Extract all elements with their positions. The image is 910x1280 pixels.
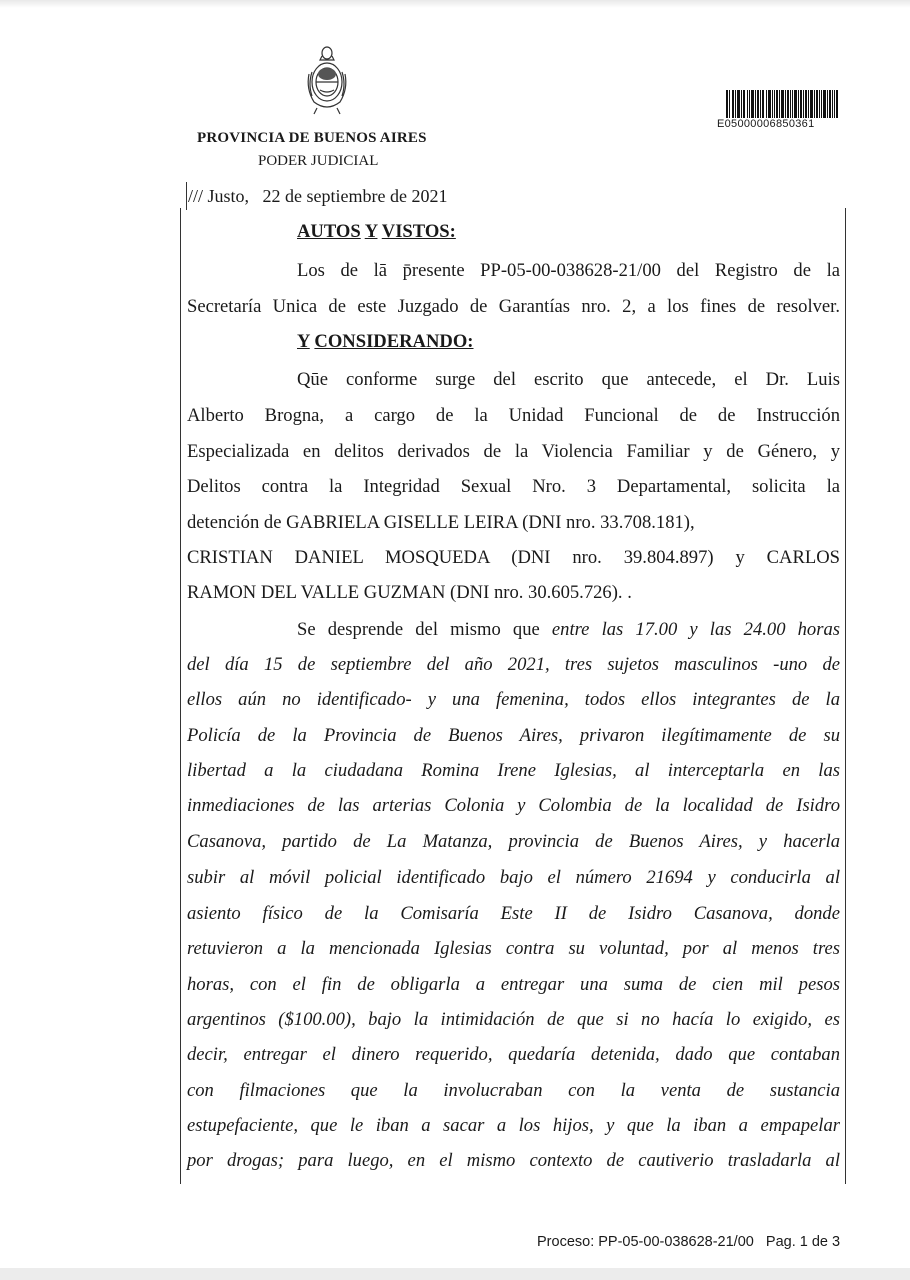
paragraph2-line: detención de GABRIELA GISELLE LEIRA (DNI nro. 33.708.181),: [187, 512, 695, 533]
paragraph3-first-line: [297, 618, 840, 641]
heading-word: AUTOS: [297, 221, 361, 242]
heading-word: Y: [364, 221, 378, 242]
paragraph3-line: subir al móvil policial identificado bajo el número 21694 y conducirla al: [187, 867, 840, 888]
paragraph1-line: Secretaría Unica de este Juzgado de Garantías nro. 2, a los fines de resolver.: [187, 296, 840, 317]
margin-line-right: [845, 208, 846, 1184]
paragraph3-line: Casanova, partido de La Matanza, provincia de Buenos Aires, y hacerla: [187, 831, 840, 852]
paragraph3-lead-italic: entre las 17.00 y las 24.00 horas: [551, 619, 840, 640]
paragraph3-line: horas, con el fin de obligarla a entregar una suma de cien mil pesos: [187, 974, 840, 995]
paragraph3-line: ellos aún no identificado- y una femenina, todos ellos integrantes de la: [187, 689, 840, 710]
heading-word: VISTOS:: [381, 221, 456, 242]
paragraph3-line: argentinos ($100.00), bajo la intimidación de que si no hacía lo exigido, es: [187, 1009, 840, 1030]
paragraph2-line: Qūe conforme surge del escrito que antecede, el Dr. Luis: [297, 369, 840, 390]
paragraph2-line: RAMON DEL VALLE GUZMAN (DNI nro. 30.605.726). .: [187, 582, 632, 603]
paragraph2-line: Alberto Brogna, a cargo de la Unidad Funcional de de Instrucción: [187, 405, 840, 426]
margin-line-left: [180, 208, 181, 1184]
heading-word: Y: [297, 331, 310, 352]
heading-considerando: [297, 331, 474, 353]
paragraph2-line: Delitos contra la Integridad Sexual Nro. 3 Departamental, solicita la: [187, 476, 840, 497]
paragraph3-line: libertad a la ciudadana Romina Irene Iglesias, al interceptarla en las: [187, 760, 840, 781]
margin-line-top: [186, 182, 187, 210]
paragraph3-line: con filmaciones que la involucraban con la venta de sustancia: [187, 1080, 840, 1101]
province-heading: PROVINCIA DE BUENOS AIRES: [197, 130, 427, 146]
heading-word: CONSIDERANDO:: [314, 331, 474, 352]
paragraph3-line: Policía de la Provincia de Buenos Aires, privaron ilegítimamente de su: [187, 725, 840, 746]
paragraph1-line: Los de lā p̄resente PP-05-00-038628-21/00 del Registro de la: [297, 260, 840, 281]
paragraph3-line: estupefaciente, que le iban a sacar a los hijos, y que la iban a empapelar: [187, 1115, 840, 1136]
paragraph3-line: asiento físico de la Comisaría Este II de Isidro Casanova, donde: [187, 903, 840, 924]
paragraph2-line: Especializada en delitos derivados de la Violencia Familiar y de Género, y: [187, 441, 840, 462]
paragraph3-line: inmediaciones de las arterias Colonia y Colombia de la localidad de Isidro: [187, 795, 840, 816]
paragraph3-line: retuvieron a la mencionada Iglesias contra su voluntad, por al menos tres: [187, 938, 840, 959]
bottom-edge-shadow: [0, 1268, 910, 1280]
paragraph3-line: decir, entregar el dinero requerido, quedaría detenida, dado que contaban: [187, 1044, 840, 1065]
paragraph3-lead: Se desprende del mismo que: [297, 619, 552, 640]
page-footer: Proceso: PP-05-00-038628-21/00 Pag. 1 de 3: [537, 1234, 841, 1250]
barcode-icon: [726, 90, 838, 118]
top-edge-shadow: [0, 0, 910, 8]
barcode-number: E05000006850361: [717, 118, 815, 130]
branch-heading: PODER JUDICIAL: [258, 153, 379, 169]
dateline: /// Justo, 22 de septiembre de 2021: [188, 186, 448, 206]
paragraph3-line: del día 15 de septiembre del año 2021, tres sujetos masculinos -uno de: [187, 654, 840, 675]
paragraph3-line: por drogas; para luego, en el mismo contexto de cautiverio trasladarla al: [187, 1150, 840, 1171]
heading-autos-y-vistos: [297, 221, 456, 243]
coat-of-arms-icon: [302, 44, 352, 116]
paragraph2-line: CRISTIAN DANIEL MOSQUEDA (DNI nro. 39.804.897) y CARLOS: [187, 547, 840, 568]
